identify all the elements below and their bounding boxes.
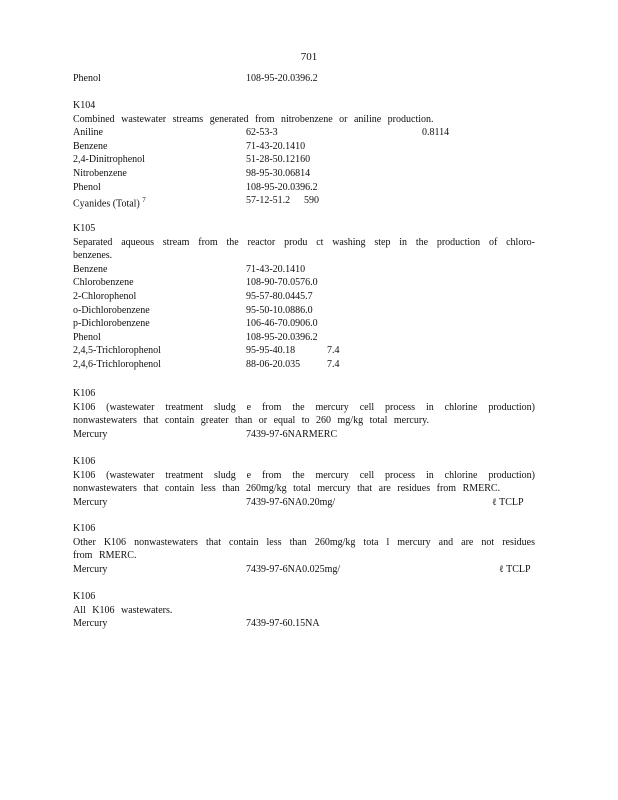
constituent-code: 71-43-20.1410	[246, 263, 306, 275]
constituent-code: 62-53-3	[246, 127, 278, 139]
section-k106-residues	[73, 455, 543, 509]
constituent-value: 7.4	[327, 345, 340, 357]
constituent-code: 7439-97-6NARMERC	[246, 428, 338, 440]
constituent-name	[73, 194, 146, 211]
section-k106-other	[73, 522, 543, 576]
constituent-name: Benzene	[73, 263, 108, 275]
section-header: K106	[73, 456, 96, 467]
section-description: K106 (wastewater treatment sludg e from the mercury cell process in chlorine production) nonwastewaters that contain less than 260mg/kg total mercury that are residues from RMERC.	[73, 469, 535, 495]
table-row	[73, 276, 543, 290]
table-row	[73, 167, 543, 181]
constituent-value: 7.4	[327, 358, 340, 370]
constituent-name: Aniline	[73, 127, 103, 139]
constituent-name: 2-Chlorophenol	[73, 290, 137, 302]
table-row	[73, 194, 543, 208]
constituent-name: p-Dichlorobenzene	[73, 318, 150, 330]
constituent-code: 108-95-20.0396.2	[246, 73, 318, 84]
constituent-name: Mercury	[73, 496, 108, 508]
table-row	[73, 317, 543, 331]
constituent-name: Chlorobenzene	[73, 277, 134, 289]
constituent-value: 590	[304, 195, 319, 207]
table-row	[73, 140, 543, 154]
table-row	[73, 428, 543, 442]
constituent-name: 2,4-Dinitrophenol	[73, 154, 145, 166]
table-row	[73, 290, 543, 304]
constituent-code: 57-12-51.2	[246, 195, 291, 207]
constituent-name: Mercury	[73, 618, 108, 630]
constituent-name: 2,4,6-Trichlorophenol	[73, 358, 161, 370]
constituent-code: 88-06-20.035	[246, 358, 301, 370]
constituent-code: 7439-97-6NA0.025mg/	[246, 563, 341, 575]
section-header: K106	[73, 591, 96, 602]
constituent-name: Phenol	[73, 181, 101, 193]
table-row	[73, 617, 543, 631]
constituent-code: 95-95-40.18	[246, 345, 296, 357]
top-entry	[73, 72, 543, 86]
constituent-name-text: Cyanides (Total)	[73, 198, 140, 210]
constituent-name: Phenol	[73, 331, 101, 343]
section-header: K106	[73, 388, 96, 399]
table-row	[73, 358, 543, 372]
constituent-name: Benzene	[73, 140, 108, 152]
constituent-name: Mercury	[73, 563, 108, 575]
table-row	[73, 496, 543, 510]
table-row	[73, 331, 543, 345]
section-k106-wastewaters	[73, 590, 543, 631]
table-row	[73, 181, 543, 195]
section-header: K104	[73, 100, 96, 111]
constituent-code: 51-28-50.12160	[246, 154, 311, 166]
constituent-name: o-Dichlorobenzene	[73, 304, 150, 316]
constituent-code: 108-95-20.0396.2	[246, 181, 318, 193]
footnote-marker: 7	[142, 196, 146, 205]
constituent-code: 106-46-70.0906.0	[246, 318, 318, 330]
constituent-value: 0.8114	[422, 127, 450, 139]
constituent-code: 7439-97-60.15NA	[246, 618, 320, 630]
constituent-name: Nitrobenzene	[73, 167, 127, 179]
constituent-code: 95-57-80.0445.7	[246, 290, 313, 302]
page-number: 701	[300, 51, 318, 63]
section-k106-greater	[73, 387, 543, 441]
table-row	[73, 563, 543, 577]
table-row	[73, 304, 543, 318]
constituent-name: Phenol	[73, 73, 101, 84]
table-row	[73, 153, 543, 167]
constituent-name: 2,4,5-Trichlorophenol	[73, 345, 161, 357]
section-description: Combined wastewater streams generated from nitrobenzene or aniline production.	[73, 113, 434, 125]
table-row	[73, 263, 543, 277]
section-description: All K106 wastewaters.	[73, 604, 173, 616]
section-description: K106 (wastewater treatment sludg e from the mercury cell process in chlorine production) nonwastewaters that contain greater than or equal to 260 mg/kg total mercury.	[73, 401, 535, 427]
constituent-code: 7439-97-6NA0.20mg/	[246, 496, 336, 508]
constituent-code: 108-90-70.0576.0	[246, 277, 318, 289]
constituent-code: 108-95-20.0396.2	[246, 331, 318, 343]
constituent-name: Mercury	[73, 428, 108, 440]
section-description: Other K106 nonwastewaters that contain less than 260mg/kg tota l mercury and are not residues from RMERC.	[73, 536, 535, 562]
table-row	[73, 126, 543, 140]
constituent-code: 95-50-10.0886.0	[246, 304, 313, 316]
section-k105	[73, 222, 543, 372]
table-row	[73, 72, 543, 86]
section-description: Separated aqueous stream from the reactor produ ct washing step in the production of chloro-benzenes.	[73, 236, 535, 262]
table-row	[73, 344, 543, 358]
constituent-code: 71-43-20.1410	[246, 140, 306, 152]
constituent-standard: ℓ TCLP	[492, 496, 524, 508]
constituent-code: 98-95-30.06814	[246, 167, 311, 179]
section-header: K105	[73, 223, 96, 234]
section-k104	[73, 99, 543, 208]
constituent-standard: ℓ TCLP	[499, 563, 531, 575]
section-header: K106	[73, 523, 96, 534]
